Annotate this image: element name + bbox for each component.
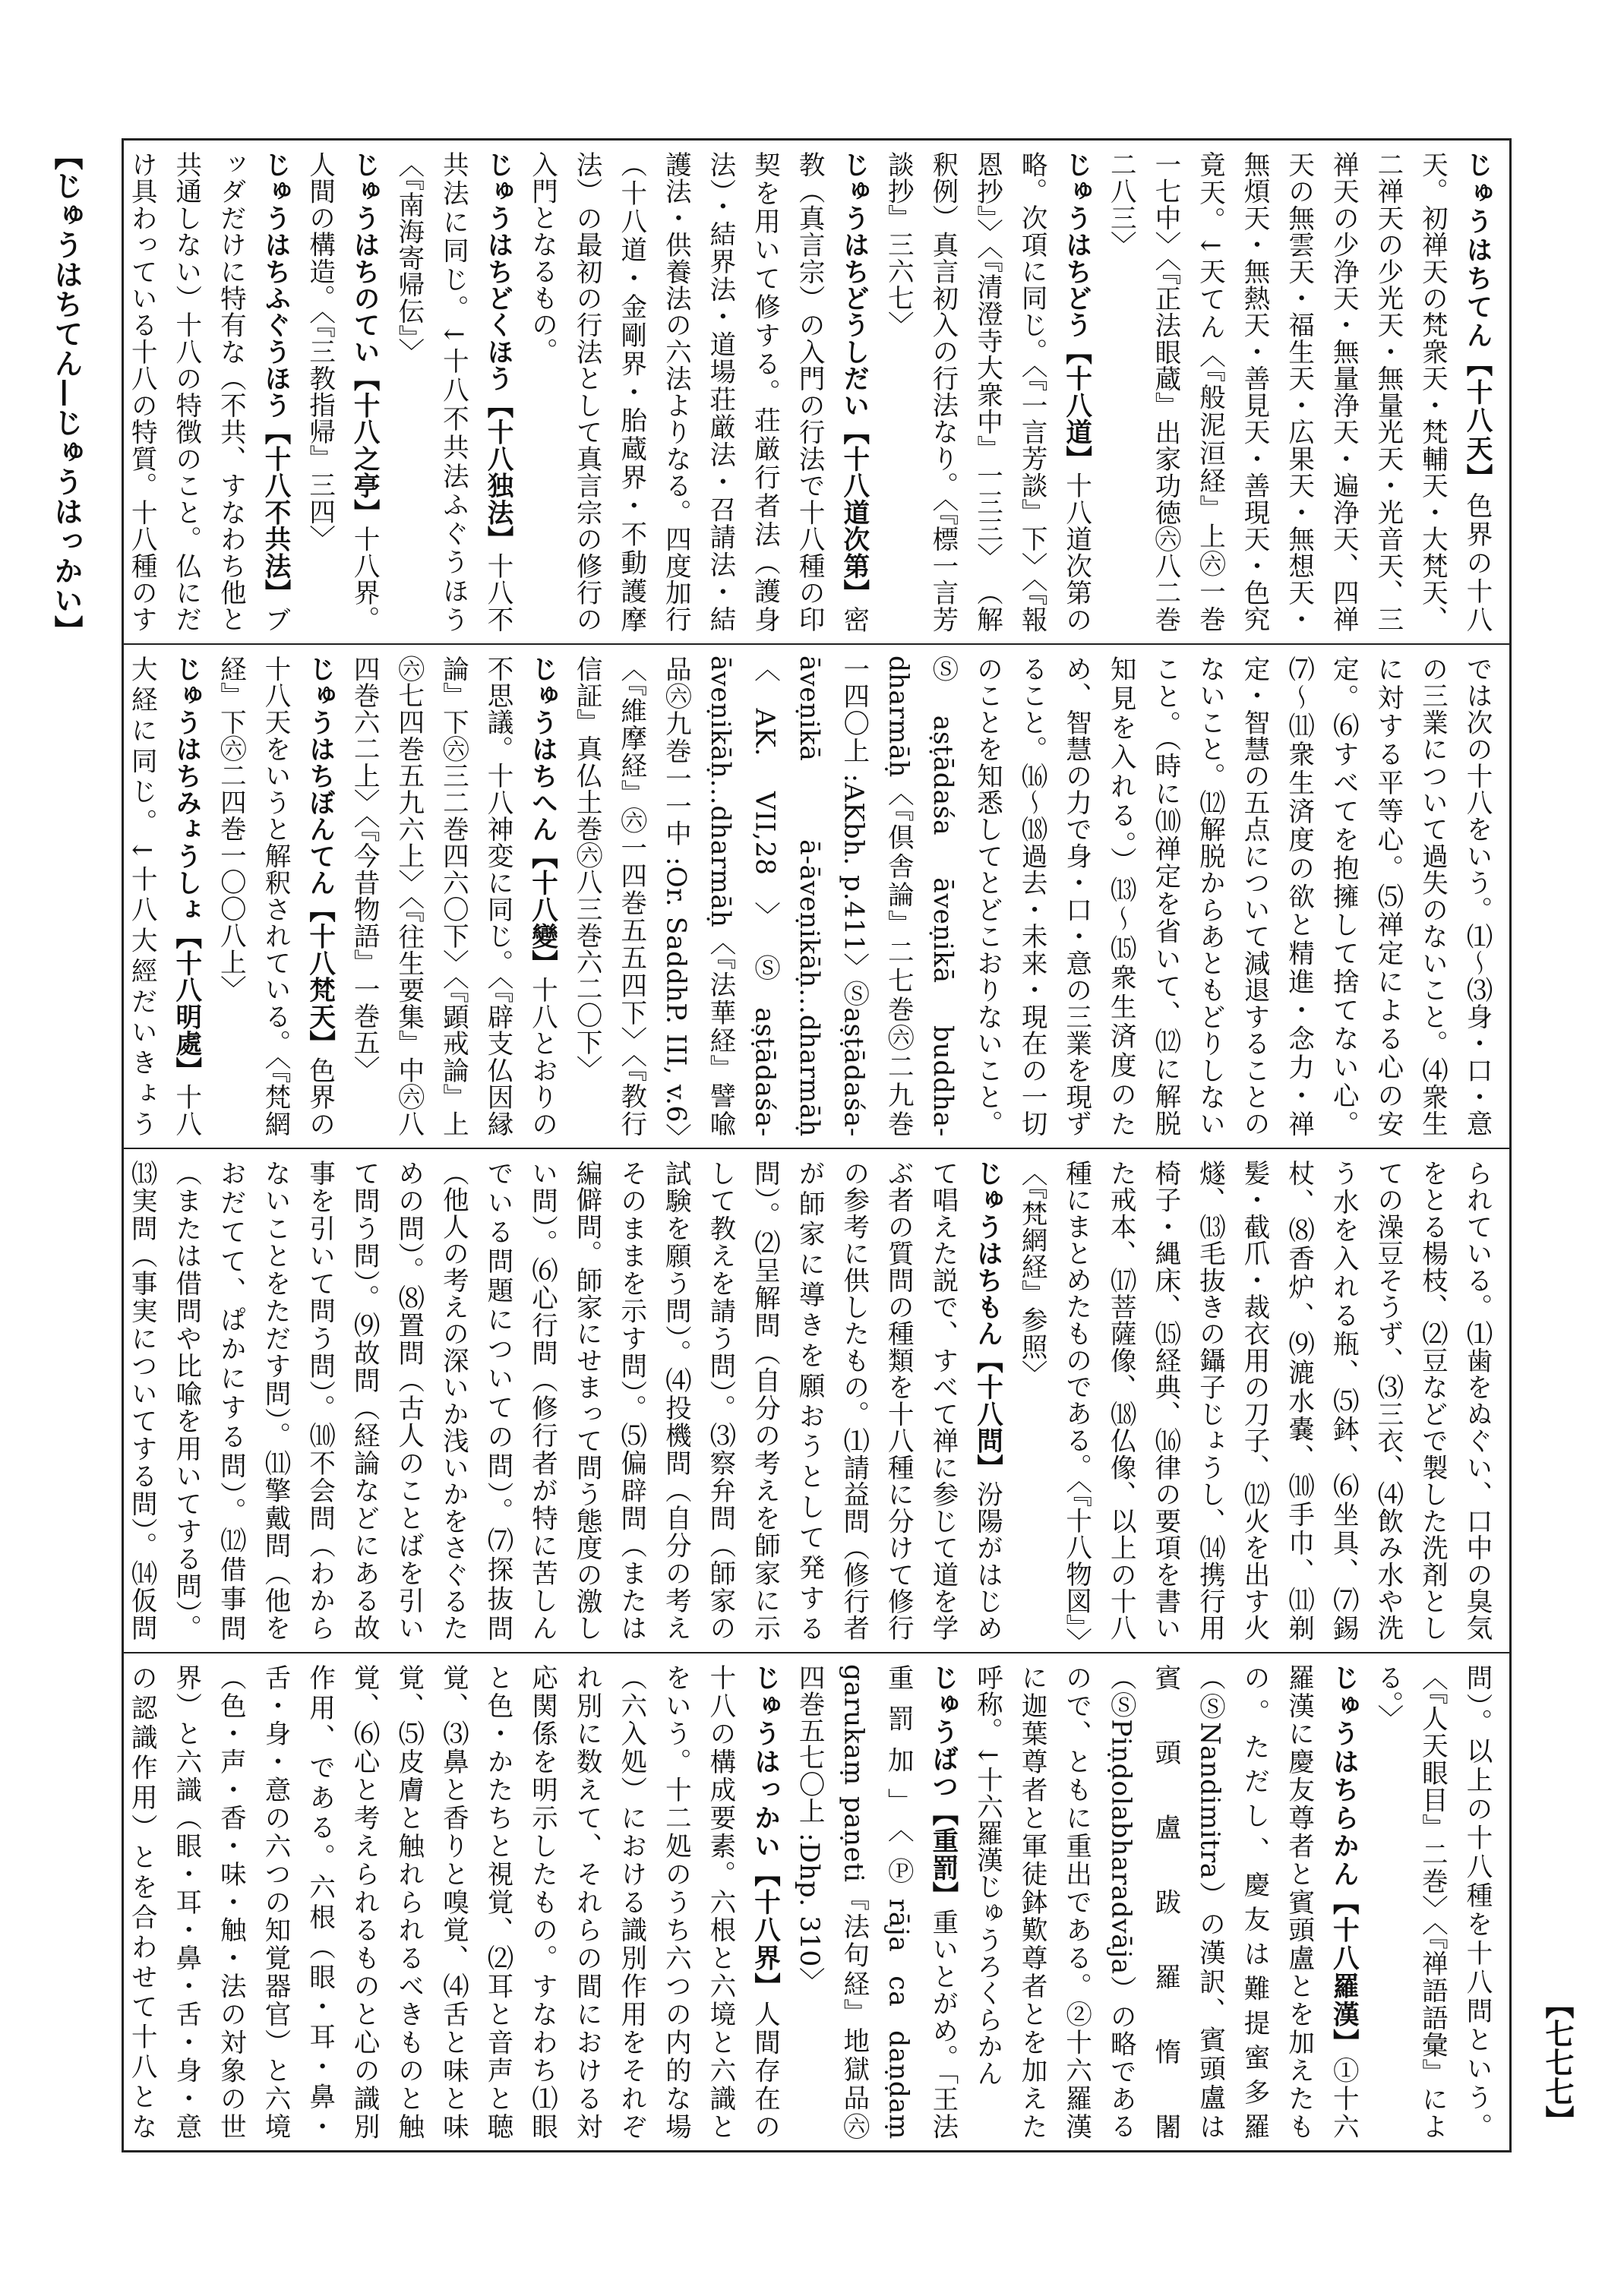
entry	[1016, 1160, 1492, 1641]
entry	[527, 151, 869, 633]
entry-headword: じゅうはちどうしだい【十八道次第】	[838, 151, 869, 606]
entry-body: 汾陽がはじめて唱えた説で、すべて禅に参じて道を学ぶ者の質問の種類を十八種に分けて修行の参考に供したもの。⑴請益問（修行者が師家に導きを願おうとして発する問）。⑵呈解問（自分の考えを師家に示して教えを請う問）。⑶察弁問（師家の試験を願う問）。⑷投機問（自分の考えそのままを示す問）。⑸偏辟問（または編僻問。師家にせまって問う態度の激しい問）。⑹心行問（修行者が特に苦しんでいる問題についての問）。⑺探抜問（他人の考えの深いか浅いかをさぐるための問）。⑻置問（古人のことばを引いて問う問）。⑼故問（経論などにある故事を引いて問う問）。⑽不会問（わからないことをただす問）。⑾擎戴問（他をおだてて、ぱかにする問）。⑿借事問（または借問や比喩を用いてする問）。⒀実問（事実についてする問）。⒁仮問	[126, 1160, 1003, 1641]
entry-body: 問）。以上の十八種を十八問という。〈『人天眼目』二巻〉〈『禅語語彙』による。〉	[1372, 1664, 1492, 2140]
entry-headword: じゅうはちふぐうほう【十八不共法】	[259, 151, 290, 606]
tier-3	[124, 1149, 1509, 1652]
entry-body: られている。⑴歯をぬぐい、口中の臭気をとる楊枝、⑵豆などで製した洗剤としての澡豆そうず、⑶三衣、⑷飲み水や洗う水を入れる瓶、⑸鉢、⑹坐具、⑺錫杖、⑻香炉、⑼漉水嚢、⑽手巾、⑾剃髪・截爪・裁衣用の刀子、⑿火を出す火燧、⒀毛抜きの鑷子じょうし、⒁携行用椅子・縄床、⒂経典、⒃律の要項を書いた戒本、⒄菩薩像、⒅仏像、以上の十八種にまとめたものである。〈『十八物図』〉〈『梵網経』参照〉	[1016, 1160, 1492, 1641]
entry	[571, 655, 1492, 1137]
entry	[349, 655, 557, 1137]
entry	[794, 1664, 958, 2140]
entry-headword: じゅうばつ【重罰】	[927, 1664, 958, 1909]
entry	[124, 655, 201, 1137]
entry-body: 十八大経に同じ。↓十八大經だいきょう	[126, 655, 201, 1138]
entry	[124, 151, 290, 633]
entry-headword: じゅうはちもん【十八問】	[972, 1160, 1003, 1481]
entry-body: 十八とおりの不思議。十八神変に同じ。〈『辟支仏因縁論』下㊅三二巻四六〇下〉〈『顕戒論』上㊅七四巻五九六上〉〈『往生要集』中㊅八四巻六二上〉〈『今昔物語』一巻五〉	[349, 655, 558, 1137]
running-header: 【じゅうはちてん—じゅうはっかい】	[49, 141, 84, 645]
tier-4	[124, 1653, 1509, 2150]
entry-body: 色界の十八天をいうと解釈されている。〈『梵網経』下㊅二四巻一〇〇八上〉	[215, 655, 335, 1137]
tier-1-text	[126, 151, 1499, 633]
entry	[124, 1664, 780, 2140]
tier-2-text	[126, 655, 1499, 1138]
tier-3-text	[126, 1160, 1499, 1641]
entry-body: 十八道次第の略。次項に同じ。〈『一言芳談』下〉〈『報恩抄』〉〈『清澄寺大衆中』一三三〉	[972, 151, 1092, 633]
entry-body: 人間存在の十八の構成要素。六根と六境と六識とをいう。十二処のうち六つの内的な場（六入処）における識別作用をそれぞれ別に数えて、それらの間における対応関係を明示したもの。すなわち⑴眼と色・かたちと視覚、⑵耳と音声と聴覚、⑶鼻と香りと嗅覚、⑷舌と味と味覚、⑸皮膚と触れられるべきものと触覚、⑹心と考えられるものと心の識別作用、である。六根（眼・耳・鼻・舌・身・意の六つの知覚器官）と六境（色・声・香・味・触・法の対象の世界）と六識（眼・耳・鼻・舌・身・意の認識作用）とを合わせて十八とな	[126, 1664, 780, 2140]
tier-4-text	[126, 1664, 1499, 2140]
entry	[972, 151, 1091, 633]
entry-body: 密教（真言宗）の入門の行法で十八種の印契を用いて修する。荘厳行者法（護身法）・結界法・道場荘厳法・召請法・結護法・供養法の六法よりなる。四度加行（十八道・金剛界・胎蔵界・不動護摩法）の最初の行法として真言宗の修行の入門となるもの。	[526, 151, 869, 633]
entry-body: ①十六羅漢に慶友尊者と賓頭盧とを加えたもの。ただし、慶友は難提蜜多羅（ⓈNandimitra）の漢訳、賓頭盧は賓頭盧跋羅惰闍（ⓈPiṇḍolabharadvāja）の略であるので、ともに重出である。②十六羅漢に迦葉尊者と軍徒鉢歎尊者とを加えた呼称。↓十六羅漢じゅうろくらかん	[972, 1664, 1359, 2140]
entry-headword: じゅうはっかい【十八界】	[749, 1664, 780, 2001]
entry	[393, 151, 513, 633]
entry-headword: じゅうはちぼんてん【十八梵天】	[304, 655, 335, 1057]
entry	[215, 655, 334, 1137]
page-frame	[122, 138, 1512, 2152]
entry-body: 十八界。人間の構造。〈『三教指帰』三四〉	[304, 151, 380, 633]
entry-headword: じゅうはちへん【十八變】	[526, 655, 558, 977]
entry-headword: じゅうはちらかん【十八羅漢】	[1328, 1664, 1359, 2058]
entry-body: （解釈例）真言初入の行法なり。〈『標一言芳談抄』三六七〉	[883, 151, 1003, 633]
entry	[1373, 1664, 1492, 2140]
entry-headword: じゅうはちてん【十八天】	[1461, 151, 1492, 493]
tier-1	[124, 141, 1509, 643]
entry-headword: じゅうはちどくほう【十八独法】	[482, 151, 513, 553]
entry-headword: じゅうはちどう【十八道】	[1060, 151, 1092, 472]
entry	[305, 151, 380, 633]
entry-body: では次の十八をいう。⑴〜⑶身・口・意の三業について過失のないこと。⑷衆生に対する平等心。⑸禅定による心の安定。⑹すべてを抱擁して捨てない心。⑺〜⑾衆生済度の欲と精進・念力・禅定・智慧の五点について減退することのないこと。⑿解脱からあともどりしないこと。（時に⑽禅定を省いて、⑿に解脱知見を入れる。）⒀〜⒂衆生済度のため、智慧の力で身・口・意の三業を現ずること。⒃〜⒅過去・未来・現在の一切のことを知悉してとどこおりないこと。Ⓢaṣṭādaśa āveṇikā buddha-dharmāḥ〈『倶舎論』二七巻㊅二九巻一四〇上 :AKbh. p.411〉Ⓢaṣṭādaśa-āveṇikā ā-āveṇikāḥ…dharmāḥ〈AK. VII,28〉Ⓢaṣṭādaśa-āveṇikāḥ…dharmāḥ〈『法華経』譬喩品㊅九巻一一中 :Or. SaddhP. III, v.6〉〈『維摩経』㊅一四巻五五四下〉〈『教行信証』真仏土巻㊅八三巻六二〇下〉	[571, 655, 1492, 1137]
page-number: 【七七七】	[1540, 1990, 1575, 2134]
tier-2	[124, 645, 1509, 1148]
entry-body: 十八不共法に同じ。↓十八不共法ふぐうほう〈『南海寄帰伝』〉	[393, 151, 513, 633]
entry-body: ブッダだけに特有な（不共、すなわち他と共通しない）十八の特徴のこと。仏にだけ具わっている十八の特質。十八種のす	[126, 151, 290, 633]
entry	[1105, 151, 1492, 633]
entry-headword: じゅうはちのてい【十八之亭】	[349, 151, 380, 526]
entry-body: 重いとがめ。「王法重罰加」〈Ⓟrāja ca daṇḍaṃ garukaṃ paṇeti『法句経』地獄品㊅四巻五七〇上 :Dhp. 310〉	[794, 1664, 958, 2140]
entry-body: 色界の十八天。初禅天の梵衆天・梵輔天・大梵天、二禅天の少光天・無量光天・光音天、三禅天の少浄天・無量浄天・遍浄天、四禅天の無雲天・福生天・広果天・無想天・無煩天・無熱天・善見天・善現天・色究竟天。↓天てん〈『般泥洹経』上㊅一巻一七中〉〈『正法眼蔵』出家功徳㊅八二巻二八三〉	[1105, 151, 1492, 633]
entry	[124, 1160, 1002, 1641]
entry	[972, 1664, 1358, 2140]
entry-headword: じゅうはちみょうしょ【十八明處】	[170, 655, 201, 1084]
